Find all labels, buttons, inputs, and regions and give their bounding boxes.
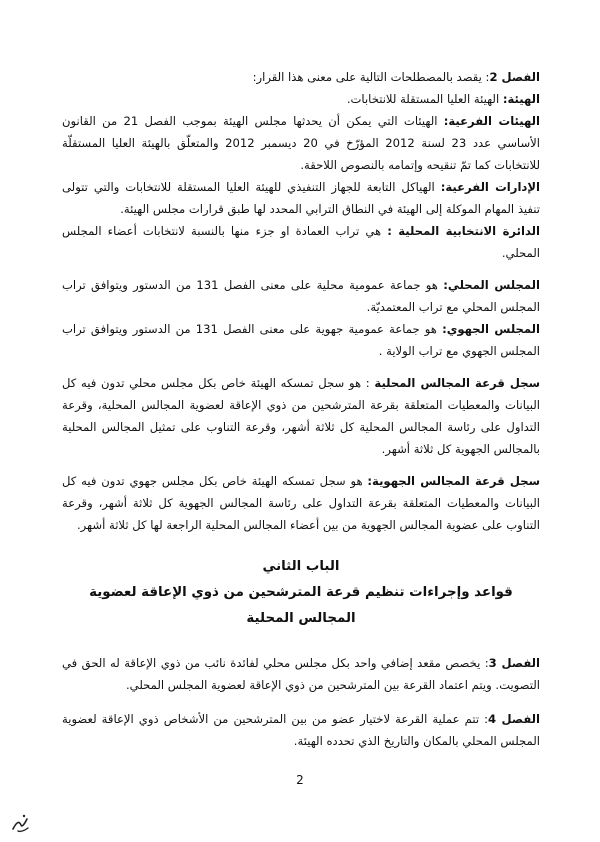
chapter-title: الباب الثاني [262,559,340,574]
term-label: المجلس الجهوي: [442,322,541,336]
term-definition: هو سجل تمسكه الهيئة خاص بكل مجلس جهوي تدون فيه كل البيانات والمعطيات المتعلقة بقرعة التداول على رئاسة المجالس الجهوية كل ثلاثة أشهر، وقرعة التناوب على عضوية المجالس الجهوية من بين أعضاء المجالس المحلية الراجعة لها كل ثلاثة أشهر. [62,474,540,532]
definition-sub-bodies [62,110,540,176]
definition-regional-council [62,318,540,362]
chapter-subtitle: قواعد وإجراءات تنظيم قرعة المترشحين من ذوي الإعاقة لعضوية المجالس المحلية [89,585,513,626]
article-3-text: : يخصص مقعد إضافي واحد بكل مجلس محلي لفائدة نائب من ذوي الإعاقة له الحق في التصويت. ويتم اعتماد القرعة بين المترشحين من ذوي الإعاقة لعضوية المجلس المحلي. [62,656,540,692]
article-2-intro [62,66,540,88]
term-definition: هي تراب العمادة او جزء منها بالنسبة لانتخابات أعضاء المجلس المحلي. [62,224,540,260]
page-content [62,66,540,752]
definition-authority [62,88,540,110]
term-label: الإدارات الفرعية: [440,180,540,194]
handwritten-initials-mark [10,810,32,834]
page-number: 2 [296,773,304,787]
definition-sub-administrations [62,176,540,220]
article-4-label: الفصل 4 [488,712,540,726]
term-definition: هو جماعة عمومية جهوية على معنى الفصل 131 من الدستور ويتوافق تراب المجلس الجهوي مع تراب الولاية . [62,322,540,358]
article-2-intro-text: : يقصد بالمصطلحات التالية على معنى هذا القرار: [252,70,490,84]
term-label: المجلس المحلي: [443,278,540,292]
definition-local-council [62,274,540,318]
definition-regional-draw-register [62,470,540,536]
article-4-text: : تتم عملية القرعة لاختيار عضو من بين المترشحين من الأشخاص ذوي الإعاقة لعضوية المجلس المحلي بالمكان والتاريخ الذي تحدده الهيئة. [62,712,540,748]
term-label: الهيئات الفرعية: [443,114,540,128]
article-4 [62,708,540,752]
article-2-label: الفصل 2 [489,70,540,84]
term-definition: : هو سجل تمسكه الهيئة خاص بكل مجلس محلي تدون فيه كل البيانات والمعطيات المتعلقة بقرعة المترشحين من ذوي الإعاقة لعضوية المجالس المحلية، وقرعة التداول على رئاسة المجالس المحلية كل ثلاثة أشهر، وقرعة التناوب على تمثيل المجالس المحلية بالمجالس الجهوية كل ثلاثة أشهر. [62,376,540,456]
term-definition: الهيئة العليا المستقلة للانتخابات. [346,92,503,106]
definition-local-draw-register [62,372,540,460]
article-3-label: الفصل 3 [488,656,540,670]
term-label: الهيئة: [502,92,540,106]
article-3 [62,652,540,696]
term-label: سجل قرعة المجالس المحلية [374,376,540,390]
term-definition: الهيئات التي يمكن أن يحدثها مجلس الهيئة بموجب الفصل 21 من القانون الأساسي عدد 23 لسنة 2012 المؤرّخ في 20 ديسمبر 2012 والمتعلّق بالهيئة العليا المستقلّة للانتخابات كما تمّ تنقيحه وإتمامه بالنصوص اللاحقة. [62,114,540,172]
term-label: سجل قرعة المجالس الجهوية: [367,474,540,488]
term-definition: هو جماعة عمومية محلية على معنى الفصل 131 من الدستور ويتوافق تراب المجلس المحلي مع تراب المعتمديّة. [62,278,540,314]
term-label: الدائرة الانتخابية المحلية : [387,224,540,238]
definition-local-constituency [62,220,540,264]
term-definition: الهياكل التابعة للجهاز التنفيذي للهيئة العليا المستقلة للانتخابات والتي تتولى تنفيذ المهام الموكلة إلى الهيئة في النطاق الترابي المحدد لها طبق قرارات مجلس الهيئة. [62,180,540,216]
